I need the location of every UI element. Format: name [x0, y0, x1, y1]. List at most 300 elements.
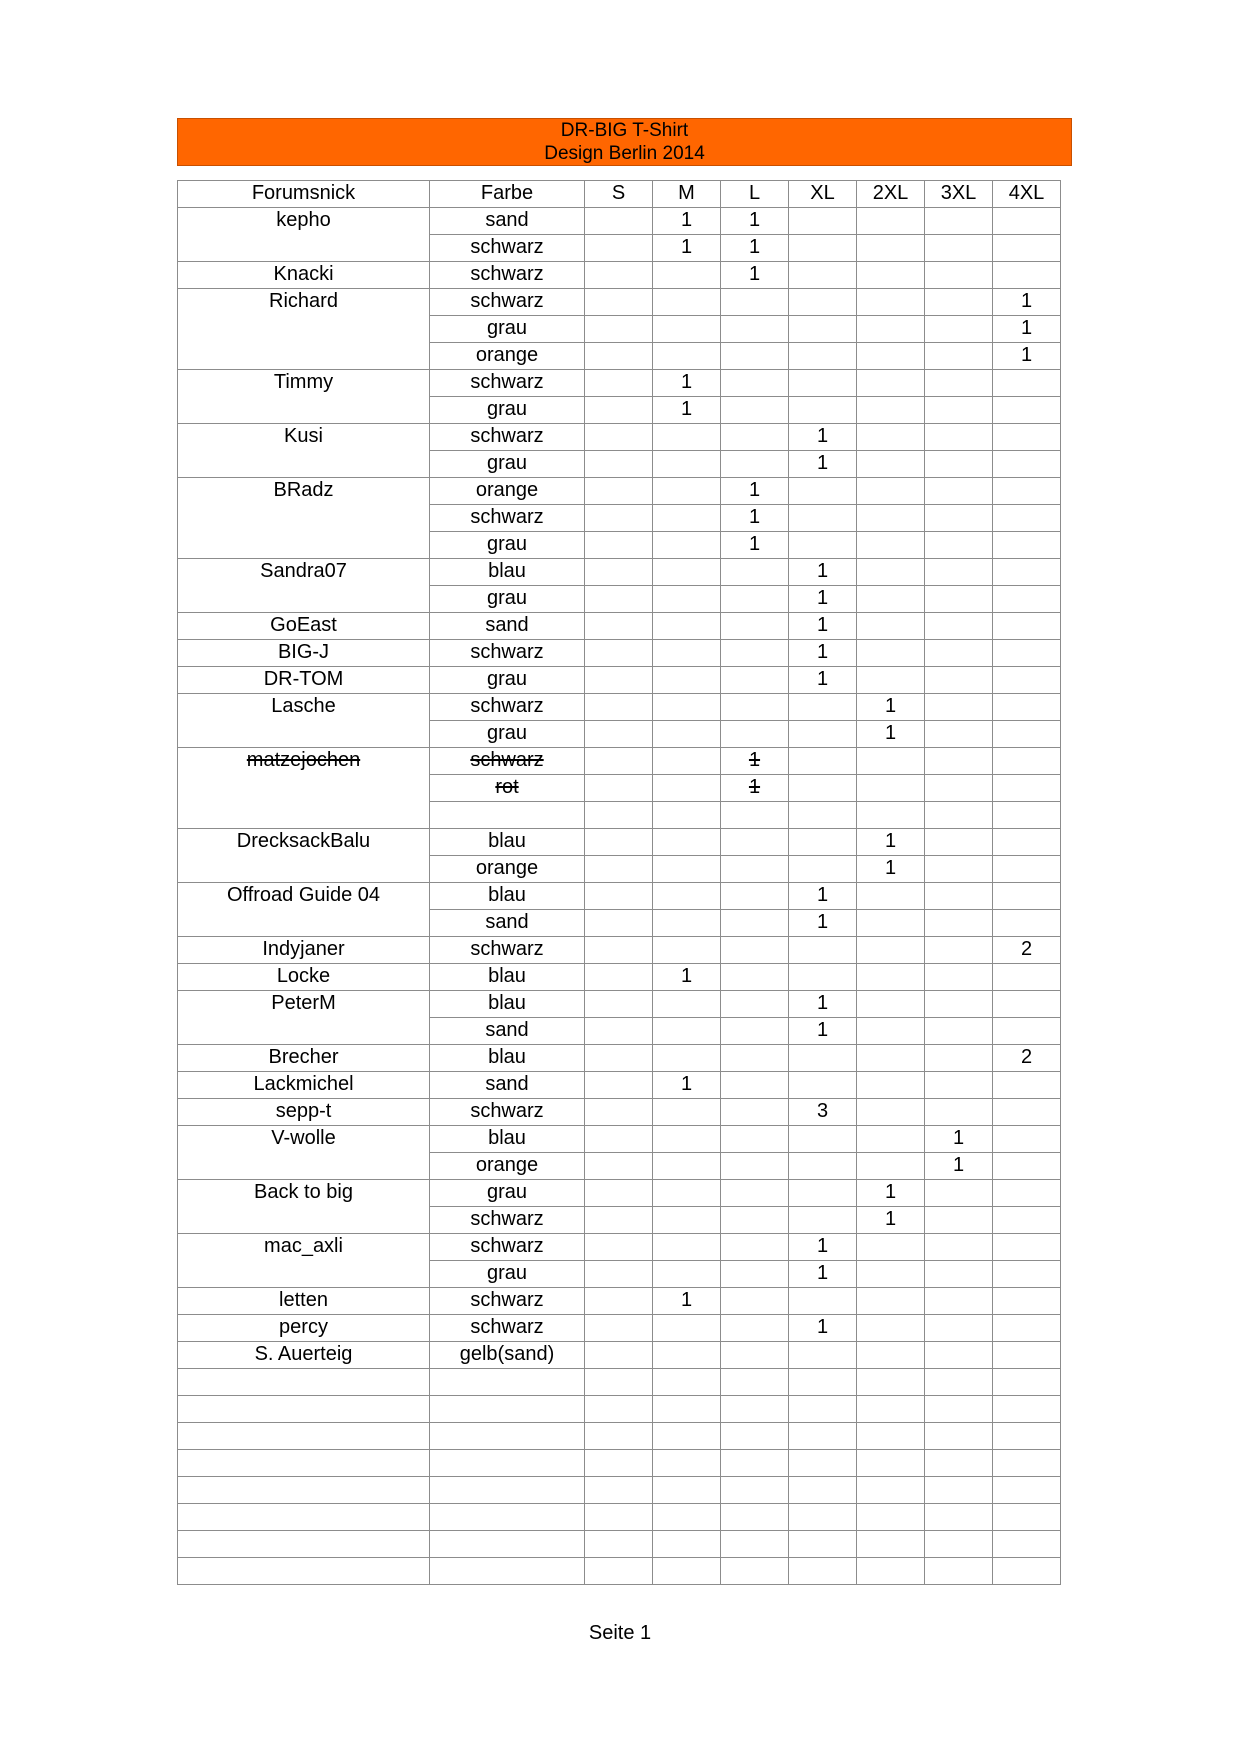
cell-size-s: [585, 1531, 653, 1558]
cell-farbe: [430, 1531, 585, 1558]
table-row: [178, 1261, 1061, 1288]
cell-size-2xl: [857, 424, 925, 451]
cell-size-xl: 1: [789, 559, 857, 586]
cell-forumsnick: GoEast: [178, 613, 430, 640]
cell-forumsnick: [178, 1018, 430, 1045]
cell-size-l: [721, 937, 789, 964]
cell-size-2xl: 1: [857, 721, 925, 748]
cell-size-3xl: [925, 586, 993, 613]
cell-size-2xl: [857, 1288, 925, 1315]
table-row: [178, 1450, 1061, 1477]
cell-forumsnick: [178, 1261, 430, 1288]
table-row: [178, 1315, 1061, 1342]
cell-size-m: [653, 694, 721, 721]
cell-size-2xl: [857, 802, 925, 829]
cell-size-xl: [789, 289, 857, 316]
cell-size-m: [653, 1099, 721, 1126]
cell-size-3xl: [925, 1396, 993, 1423]
cell-size-2xl: 1: [857, 1180, 925, 1207]
cell-size-l: [721, 883, 789, 910]
cell-size-3xl: [925, 370, 993, 397]
cell-forumsnick: Richard: [178, 289, 430, 316]
table-row: [178, 478, 1061, 505]
cell-size-4xl: [993, 370, 1061, 397]
table-row: [178, 991, 1061, 1018]
cell-size-2xl: [857, 1477, 925, 1504]
header-size-l: L: [721, 181, 789, 208]
title-line-1: DR-BIG T-Shirt: [560, 120, 689, 141]
cell-size-xl: 1: [789, 1315, 857, 1342]
cell-size-2xl: [857, 1558, 925, 1585]
cell-size-2xl: [857, 667, 925, 694]
cell-size-4xl: [993, 721, 1061, 748]
cell-size-l: [721, 1396, 789, 1423]
cell-size-3xl: [925, 1342, 993, 1369]
cell-size-s: [585, 1018, 653, 1045]
cell-forumsnick: [178, 586, 430, 613]
cell-size-xl: 1: [789, 991, 857, 1018]
table-row: [178, 694, 1061, 721]
cell-forumsnick: Kusi: [178, 424, 430, 451]
page-number: Seite 1: [588, 1622, 652, 1644]
cell-size-m: [653, 640, 721, 667]
cell-size-l: [721, 1261, 789, 1288]
header-size-2xl: 2XL: [857, 181, 925, 208]
cell-size-s: [585, 235, 653, 262]
cell-size-xl: [789, 937, 857, 964]
cell-size-m: [653, 424, 721, 451]
cell-size-l: [721, 1342, 789, 1369]
cell-forumsnick: Brecher: [178, 1045, 430, 1072]
cell-size-m: [653, 1207, 721, 1234]
cell-forumsnick: [178, 1423, 430, 1450]
cell-size-s: [585, 694, 653, 721]
cell-forumsnick: [178, 1558, 430, 1585]
cell-forumsnick: [178, 775, 430, 802]
cell-size-s: [585, 1099, 653, 1126]
cell-size-4xl: [993, 640, 1061, 667]
cell-forumsnick: [178, 1396, 430, 1423]
cell-forumsnick: Lackmichel: [178, 1072, 430, 1099]
cell-forumsnick: DR-TOM: [178, 667, 430, 694]
cell-size-2xl: 1: [857, 829, 925, 856]
cell-size-3xl: [925, 721, 993, 748]
cell-forumsnick: [178, 1369, 430, 1396]
cell-size-2xl: [857, 235, 925, 262]
cell-size-2xl: [857, 1396, 925, 1423]
table-row: [178, 424, 1061, 451]
cell-size-xl: [789, 235, 857, 262]
header-farbe: Farbe: [430, 181, 585, 208]
cell-size-2xl: [857, 1153, 925, 1180]
cell-size-xl: [789, 532, 857, 559]
cell-size-3xl: [925, 640, 993, 667]
cell-size-3xl: [925, 235, 993, 262]
table-row: [178, 748, 1061, 775]
cell-size-2xl: [857, 1450, 925, 1477]
cell-size-m: [653, 1045, 721, 1072]
cell-size-l: [721, 964, 789, 991]
cell-forumsnick: Knacki: [178, 262, 430, 289]
cell-size-xl: [789, 1558, 857, 1585]
cell-size-4xl: [993, 1315, 1061, 1342]
cell-forumsnick: [178, 451, 430, 478]
cell-size-2xl: [857, 1072, 925, 1099]
cell-size-4xl: [993, 1099, 1061, 1126]
table-body: [178, 208, 1061, 1585]
cell-forumsnick: [178, 532, 430, 559]
cell-size-l: [721, 343, 789, 370]
cell-size-s: [585, 1234, 653, 1261]
cell-size-l: 1: [721, 505, 789, 532]
table-row: [178, 1153, 1061, 1180]
cell-farbe: schwarz: [430, 937, 585, 964]
cell-size-4xl: [993, 613, 1061, 640]
cell-farbe: blau: [430, 1045, 585, 1072]
cell-size-4xl: [993, 424, 1061, 451]
cell-size-4xl: [993, 1207, 1061, 1234]
cell-size-s: [585, 262, 653, 289]
cell-size-xl: 1: [789, 640, 857, 667]
cell-size-m: [653, 910, 721, 937]
cell-size-4xl: [993, 559, 1061, 586]
cell-size-4xl: [993, 451, 1061, 478]
cell-farbe: schwarz: [430, 640, 585, 667]
cell-forumsnick: Locke: [178, 964, 430, 991]
cell-size-s: [585, 1477, 653, 1504]
cell-farbe: schwarz: [430, 1207, 585, 1234]
table-row: [178, 802, 1061, 829]
cell-size-3xl: 1: [925, 1126, 993, 1153]
cell-size-3xl: [925, 343, 993, 370]
cell-size-s: [585, 451, 653, 478]
cell-size-m: [653, 1531, 721, 1558]
cell-farbe: sand: [430, 208, 585, 235]
cell-size-m: [653, 1477, 721, 1504]
cell-size-l: [721, 1423, 789, 1450]
cell-size-4xl: [993, 1072, 1061, 1099]
cell-size-l: [721, 316, 789, 343]
cell-forumsnick: [178, 1504, 430, 1531]
cell-forumsnick: mac_axli: [178, 1234, 430, 1261]
cell-size-m: [653, 532, 721, 559]
table-row: [178, 262, 1061, 289]
cell-size-4xl: [993, 775, 1061, 802]
cell-size-m: [653, 1180, 721, 1207]
table-row: [178, 586, 1061, 613]
cell-size-2xl: 1: [857, 694, 925, 721]
header-size-3xl: 3XL: [925, 181, 993, 208]
cell-size-2xl: [857, 559, 925, 586]
cell-forumsnick: Back to big: [178, 1180, 430, 1207]
cell-size-l: [721, 694, 789, 721]
cell-size-3xl: [925, 1180, 993, 1207]
cell-size-3xl: [925, 1369, 993, 1396]
cell-size-m: [653, 316, 721, 343]
cell-size-m: [653, 1504, 721, 1531]
table-row: [178, 964, 1061, 991]
cell-size-m: 1: [653, 235, 721, 262]
cell-farbe: sand: [430, 1072, 585, 1099]
cell-size-xl: [789, 343, 857, 370]
cell-size-s: [585, 991, 653, 1018]
cell-size-3xl: [925, 316, 993, 343]
cell-farbe: gelb(sand): [430, 1342, 585, 1369]
cell-size-xl: 1: [789, 910, 857, 937]
cell-forumsnick: Lasche: [178, 694, 430, 721]
cell-farbe: orange: [430, 478, 585, 505]
cell-size-m: [653, 1558, 721, 1585]
table-row: [178, 343, 1061, 370]
cell-size-3xl: [925, 1099, 993, 1126]
table-row: [178, 208, 1061, 235]
cell-size-4xl: [993, 1450, 1061, 1477]
cell-size-3xl: [925, 964, 993, 991]
cell-farbe: grau: [430, 721, 585, 748]
cell-size-xl: [789, 1450, 857, 1477]
cell-size-2xl: [857, 991, 925, 1018]
cell-farbe: blau: [430, 991, 585, 1018]
cell-forumsnick: V-wolle: [178, 1126, 430, 1153]
cell-size-m: [653, 559, 721, 586]
cell-size-4xl: [993, 1396, 1061, 1423]
cell-size-3xl: [925, 694, 993, 721]
cell-size-s: [585, 289, 653, 316]
cell-forumsnick: [178, 505, 430, 532]
cell-size-s: [585, 1288, 653, 1315]
table-row: [178, 316, 1061, 343]
cell-size-m: [653, 505, 721, 532]
cell-size-3xl: [925, 937, 993, 964]
cell-size-m: [653, 1396, 721, 1423]
cell-farbe: grau: [430, 586, 585, 613]
cell-size-2xl: [857, 1342, 925, 1369]
cell-size-m: [653, 667, 721, 694]
cell-size-xl: 1: [789, 1234, 857, 1261]
cell-size-xl: [789, 775, 857, 802]
cell-size-l: 1: [721, 478, 789, 505]
cell-size-3xl: [925, 1450, 993, 1477]
cell-forumsnick: [178, 316, 430, 343]
cell-farbe: rot: [430, 775, 585, 802]
cell-size-3xl: [925, 1288, 993, 1315]
cell-size-4xl: 2: [993, 1045, 1061, 1072]
cell-size-3xl: [925, 1261, 993, 1288]
cell-size-xl: [789, 721, 857, 748]
title-line-2: Design Berlin 2014: [544, 143, 705, 164]
cell-size-4xl: [993, 1531, 1061, 1558]
cell-farbe: schwarz: [430, 289, 585, 316]
cell-forumsnick: [178, 721, 430, 748]
cell-size-l: [721, 856, 789, 883]
cell-size-4xl: [993, 586, 1061, 613]
cell-forumsnick: Timmy: [178, 370, 430, 397]
cell-size-3xl: [925, 559, 993, 586]
cell-size-2xl: [857, 505, 925, 532]
cell-size-l: [721, 586, 789, 613]
cell-farbe: orange: [430, 856, 585, 883]
cell-size-s: [585, 397, 653, 424]
cell-size-m: [653, 1153, 721, 1180]
cell-size-3xl: [925, 883, 993, 910]
cell-farbe: schwarz: [430, 424, 585, 451]
cell-size-3xl: [925, 289, 993, 316]
table-row: [178, 451, 1061, 478]
cell-size-3xl: [925, 208, 993, 235]
cell-size-4xl: 2: [993, 937, 1061, 964]
cell-size-s: [585, 1207, 653, 1234]
cell-size-xl: [789, 1207, 857, 1234]
cell-farbe: grau: [430, 1261, 585, 1288]
cell-size-xl: [789, 1288, 857, 1315]
table-row: [178, 505, 1061, 532]
cell-size-3xl: [925, 262, 993, 289]
cell-size-l: 1: [721, 208, 789, 235]
table-row: [178, 1180, 1061, 1207]
cell-size-m: 1: [653, 1288, 721, 1315]
table-row: [178, 370, 1061, 397]
cell-size-2xl: [857, 532, 925, 559]
cell-size-2xl: [857, 613, 925, 640]
cell-size-4xl: [993, 1558, 1061, 1585]
cell-size-l: [721, 667, 789, 694]
cell-size-xl: [789, 694, 857, 721]
cell-size-xl: 1: [789, 1261, 857, 1288]
table-row: [178, 883, 1061, 910]
cell-forumsnick: [178, 235, 430, 262]
cell-size-l: [721, 1153, 789, 1180]
cell-size-m: [653, 748, 721, 775]
cell-farbe: grau: [430, 1180, 585, 1207]
cell-size-m: 1: [653, 964, 721, 991]
cell-farbe: blau: [430, 829, 585, 856]
cell-size-l: [721, 829, 789, 856]
cell-size-4xl: [993, 262, 1061, 289]
cell-size-l: 1: [721, 235, 789, 262]
cell-size-2xl: [857, 316, 925, 343]
cell-forumsnick: letten: [178, 1288, 430, 1315]
cell-forumsnick: [178, 1450, 430, 1477]
cell-size-m: [653, 1315, 721, 1342]
cell-farbe: sand: [430, 613, 585, 640]
cell-farbe: schwarz: [430, 1315, 585, 1342]
table-row: [178, 1504, 1061, 1531]
cell-size-xl: 1: [789, 586, 857, 613]
table-row: [178, 1531, 1061, 1558]
cell-size-2xl: [857, 370, 925, 397]
cell-size-2xl: [857, 343, 925, 370]
cell-size-3xl: [925, 802, 993, 829]
table-row: [178, 559, 1061, 586]
table-row: [178, 1423, 1061, 1450]
table-row: [178, 1018, 1061, 1045]
cell-size-2xl: [857, 1531, 925, 1558]
cell-size-xl: [789, 208, 857, 235]
cell-size-4xl: [993, 1153, 1061, 1180]
cell-forumsnick: percy: [178, 1315, 430, 1342]
cell-farbe: schwarz: [430, 694, 585, 721]
cell-farbe: grau: [430, 451, 585, 478]
cell-size-l: [721, 397, 789, 424]
cell-size-m: [653, 1018, 721, 1045]
cell-size-2xl: [857, 964, 925, 991]
cell-forumsnick: [178, 1531, 430, 1558]
cell-size-s: [585, 586, 653, 613]
cell-size-l: [721, 1450, 789, 1477]
cell-farbe: [430, 802, 585, 829]
cell-size-xl: [789, 1342, 857, 1369]
cell-size-4xl: [993, 1018, 1061, 1045]
cell-size-2xl: [857, 1099, 925, 1126]
cell-size-s: [585, 721, 653, 748]
cell-size-l: [721, 1126, 789, 1153]
cell-size-s: [585, 1396, 653, 1423]
cell-size-l: [721, 451, 789, 478]
table-row: [178, 640, 1061, 667]
cell-size-s: [585, 640, 653, 667]
cell-farbe: schwarz: [430, 235, 585, 262]
cell-size-2xl: [857, 1045, 925, 1072]
cell-farbe: [430, 1423, 585, 1450]
cell-size-xl: [789, 829, 857, 856]
cell-size-3xl: [925, 478, 993, 505]
header-row: [178, 181, 1061, 208]
cell-size-3xl: [925, 856, 993, 883]
cell-size-xl: [789, 1045, 857, 1072]
cell-size-3xl: [925, 1207, 993, 1234]
cell-size-3xl: [925, 1315, 993, 1342]
cell-forumsnick: [178, 343, 430, 370]
title-banner: [177, 118, 1072, 166]
cell-size-s: [585, 667, 653, 694]
cell-size-4xl: [993, 829, 1061, 856]
table-row: [178, 1342, 1061, 1369]
cell-size-3xl: [925, 667, 993, 694]
cell-size-2xl: [857, 1423, 925, 1450]
cell-size-s: [585, 1045, 653, 1072]
cell-size-4xl: [993, 1288, 1061, 1315]
cell-size-4xl: [993, 1504, 1061, 1531]
cell-size-4xl: [993, 1180, 1061, 1207]
cell-forumsnick: [178, 910, 430, 937]
cell-size-3xl: [925, 1045, 993, 1072]
cell-size-4xl: [993, 505, 1061, 532]
cell-size-2xl: [857, 1369, 925, 1396]
cell-size-xl: [789, 1369, 857, 1396]
cell-forumsnick: [178, 1477, 430, 1504]
cell-size-2xl: [857, 478, 925, 505]
cell-size-s: [585, 1261, 653, 1288]
cell-farbe: [430, 1396, 585, 1423]
cell-size-l: [721, 1207, 789, 1234]
cell-farbe: sand: [430, 910, 585, 937]
cell-size-l: 1: [721, 775, 789, 802]
cell-size-4xl: [993, 1234, 1061, 1261]
cell-forumsnick: sepp-t: [178, 1099, 430, 1126]
cell-forumsnick: Sandra07: [178, 559, 430, 586]
cell-size-s: [585, 505, 653, 532]
cell-size-2xl: [857, 1261, 925, 1288]
cell-size-xl: [789, 262, 857, 289]
cell-size-l: 1: [721, 748, 789, 775]
cell-size-m: [653, 343, 721, 370]
header-size-s: S: [585, 181, 653, 208]
cell-forumsnick: BRadz: [178, 478, 430, 505]
cell-forumsnick: [178, 1207, 430, 1234]
cell-size-xl: [789, 1477, 857, 1504]
table-row: [178, 1288, 1061, 1315]
table-row: [178, 613, 1061, 640]
